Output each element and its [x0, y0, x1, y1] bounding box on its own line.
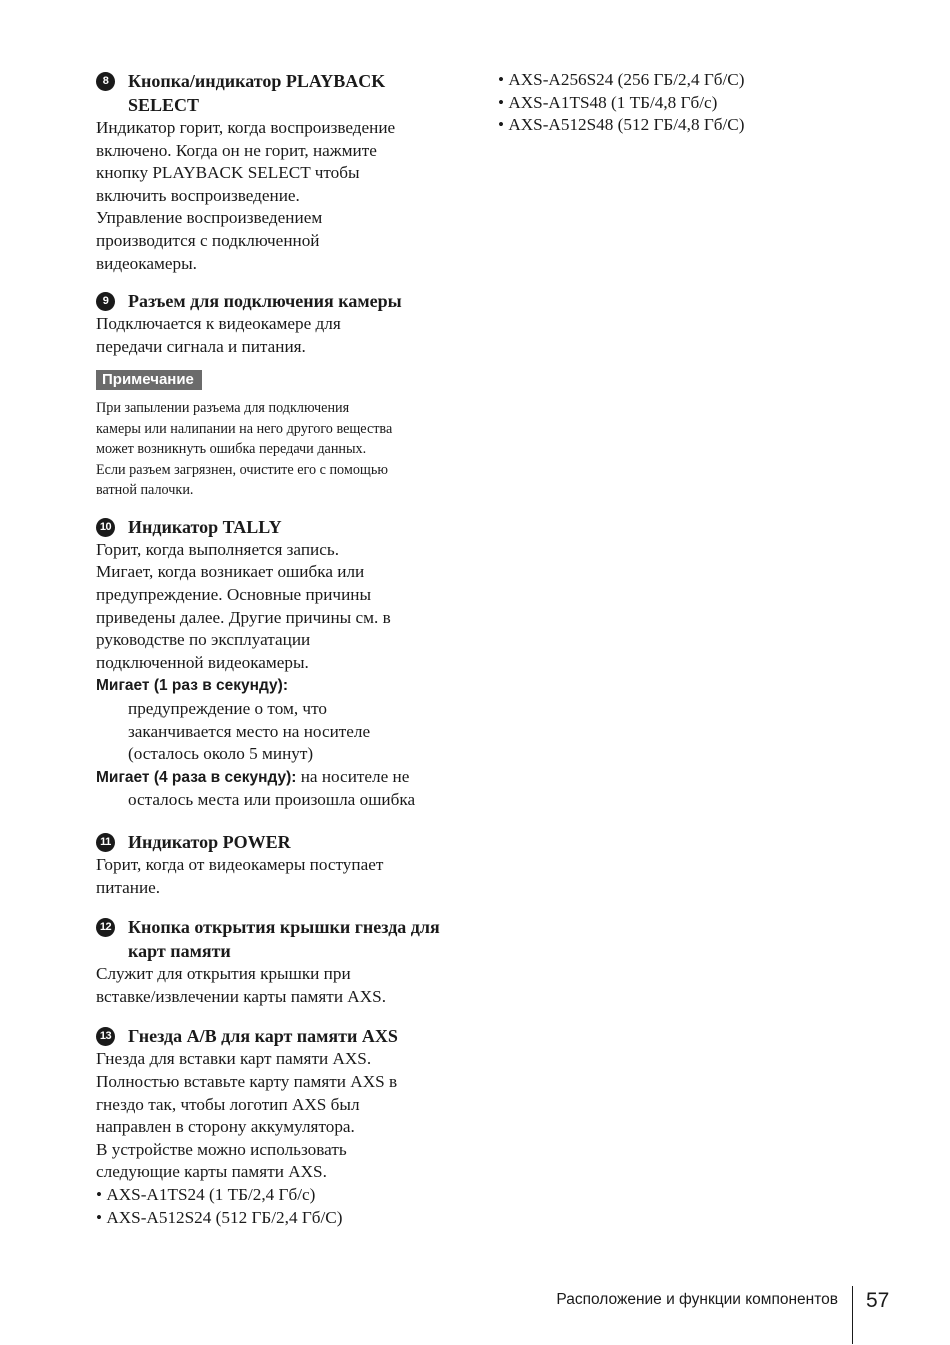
item-number-badge: 11 [96, 833, 115, 852]
item-number-badge: 12 [96, 918, 115, 937]
item-number-badge: 9 [96, 292, 115, 311]
section-playback-select [96, 69, 458, 275]
section-power-indicator [96, 830, 458, 899]
section-camera-connector [96, 289, 458, 358]
section-heading [96, 289, 458, 313]
list-item: • AXS-A1TS24 (1 ТБ/2,4 Гб/с) [96, 1184, 458, 1207]
right-column [498, 69, 828, 137]
section-heading [96, 69, 458, 117]
section-heading [96, 830, 458, 854]
section-body: Горит, когда от видеокамеры поступает питание. [96, 854, 384, 897]
list-item: • AXS-A512S48 (512 ГБ/4,8 Гб/С) [498, 114, 828, 137]
section-body: Индикатор горит, когда воспроизведение включено. Когда он не горит, нажмите кнопку PLAYBACK SELECT чтобы включить воспроизведение. Управление воспроизведением производится с подключенной видеокамеры. [96, 118, 396, 273]
list-item: • AXS-A512S24 (512 ГБ/2,4 Гб/С) [96, 1207, 458, 1230]
heading-text: Индикатор POWER [128, 831, 291, 852]
note-label: Примечание [96, 370, 202, 390]
section-tally-indicator [96, 515, 458, 812]
note-text: При запылении разъема для подключения камеры или налипании на него другого вещества может возникнуть ошибка передачи данных. Если разъем загрязнен, очистите его с помощью ватной палочки. [96, 400, 393, 499]
section-body: Служит для открытия крышки при вставке/извлечении карты памяти AXS. [96, 964, 386, 1006]
definition-term [96, 674, 458, 698]
term-label: Мигает (4 раза в секунду): [96, 768, 297, 786]
note-block [96, 370, 458, 501]
heading-text: Разъем для подключения камеры [128, 291, 402, 312]
item-number-badge: 10 [96, 518, 115, 537]
heading-text: Кнопка/индикатор PLAYBACK SELECT [128, 71, 386, 115]
left-column [96, 69, 458, 1243]
section-heading [96, 1024, 458, 1048]
card-list-continued [498, 69, 828, 137]
card-list [96, 1184, 458, 1229]
footer-divider [852, 1286, 853, 1344]
section-heading [96, 915, 458, 963]
term-label: Мигает (1 раз в секунду): [96, 677, 288, 695]
heading-text: Индикатор TALLY [128, 516, 282, 537]
heading-text: Кнопка открытия крышки гнезда для карт памяти [128, 917, 440, 962]
section-body: Гнезда для вставки карт памяти AXS. Полностью вставьте карту памяти AXS в гнездо так, чтобы логотип AXS был направлен в сторону аккумулятора. В устройстве можно использовать следующие карты памяти AXS. [96, 1049, 398, 1182]
heading-text: Гнезда A/B для карт памяти AXS [128, 1026, 398, 1047]
item-number-badge: 13 [96, 1027, 115, 1046]
section-card-slot-cover-button [96, 915, 458, 1008]
definition-text: предупреждение о том, что заканчивается место на носителе (осталось около 5 минут) [128, 699, 371, 764]
section-heading [96, 515, 458, 539]
section-body: Подключается к видеокамере для передачи сигнала и питания. [96, 314, 341, 356]
definition-term [96, 766, 458, 790]
list-item: • AXS-A1TS48 (1 ТБ/4,8 Гб/с) [498, 92, 828, 115]
page-number: 57 [866, 1289, 890, 1312]
section-body: Горит, когда выполняется запись. Мигает, когда возникает ошибка или предупреждение. Основные причины приведены далее. Другие причины см. в руководстве по эксплуатации подключенной видеокамеры. [96, 539, 391, 672]
item-number-badge: 8 [96, 72, 115, 91]
section-axs-card-slots [96, 1024, 458, 1229]
list-item: • AXS-A256S24 (256 ГБ/2,4 Гб/С) [498, 69, 828, 92]
definition-text-continued: осталось места или произошла ошибка [128, 790, 416, 810]
footer-section-title: Расположение и функции компонентов [556, 1291, 838, 1308]
definition-text: на носителе не [300, 766, 410, 786]
